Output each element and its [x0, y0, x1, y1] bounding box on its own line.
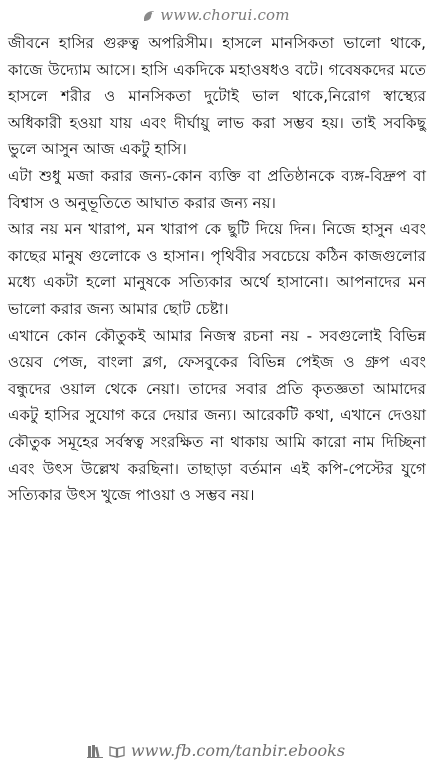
site-url: www.chorui.com [160, 6, 290, 24]
paragraph-importance-of-laughter: জীবনে হাসির গুরুত্ব অপরিসীম। হাসলে মানসিকতা ভালো থাকে, কাজে উদ্যোম আসে। হাসি একদিকে মহাওষধও বটে। গবেষকদের মতে হাসলে শরীর ও মানসিকতা দুটোই ভাল থাকে,নিরোগ স্বাস্থ্যের অধিকারী হওয়া যায় এবং দীর্ঘায়ু লাভ করা সম্ভব হয়। তাই সবকিছু ভুলে আসুন আজ একটু হাসি। [8, 34, 426, 159]
document-body [8, 30, 426, 509]
page-header [0, 2, 432, 28]
paragraph-no-sadness: আর নয় মন খারাপ, মন খারাপ কে ছুটি দিয়ে দিন। নিজে হাসুন এবং কাছের মানুষ গুলোকে ও হাসান। পৃথিবীর সবচেয়ে কঠিন কাজগুলোর মধ্যে একটা হলো মানুষকে সত্যিকার অর্থে হাসানো। আপনাদের মন ভালো করার জন্য আমার ছোট চেষ্টা। [8, 220, 426, 318]
page-footer [0, 738, 432, 762]
library-icon [87, 743, 103, 757]
facebook-url: www.fb.com/tanbir.ebooks [130, 740, 346, 760]
open-book-icon [109, 743, 125, 757]
paragraph-disclaimer: এটা শুধু মজা করার জন্য-কোন ব্যক্তি বা প্রতিষ্ঠানকে ব্যঙ্গ-বিদ্রুপ বা বিশ্বাস ও অনুভূতিতে আঘাত করার জন্য নয়। [8, 166, 426, 212]
bird-icon [142, 8, 156, 22]
paragraph-sources: এখানে কোন কৌতুকই আমার নিজস্ব রচনা নয় - সবগুলোই বিভিন্ন ওয়েব পেজ, বাংলা ব্লগ, ফেসবুকের বিভিন্ন পেইজ ও গ্রুপ এবং বন্ধুদের ওয়াল থেকে নেয়া। তাদের সবার প্রতি কৃতজ্ঞতা আমাদের একটু হাসির সুযোগ করে দেয়ার জন্য। আরেকটি কথা, এখানে দেওয়া কৌতুক সমূহের সর্বস্বত্ব সংরক্ষিত না থাকায় আমি কারো নাম দিচ্ছিনা এবং উৎস উল্লেখ করছিনা। তাছাড়া বর্তমান এই কপি-পেস্টের যুগে সত্যিকার উৎস খুজে পাওয়া ও সম্ভব নয়। [8, 326, 426, 505]
